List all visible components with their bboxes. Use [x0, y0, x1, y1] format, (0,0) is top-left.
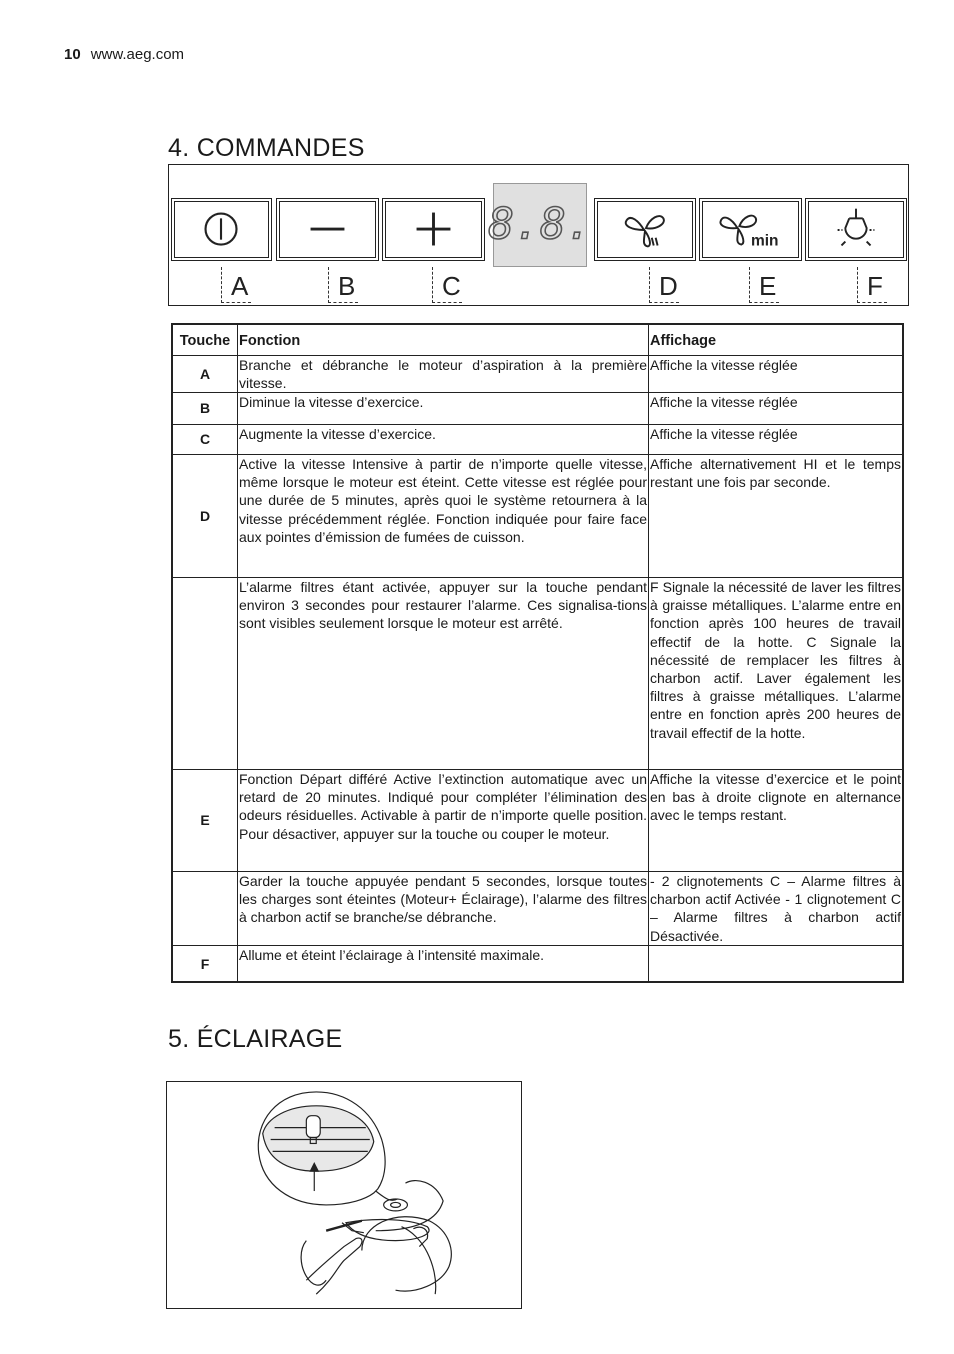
key-a-power: [171, 198, 272, 261]
key-b-minus: [276, 198, 379, 261]
lighting-illustration: [166, 1081, 522, 1309]
control-panel-diagram: [168, 164, 909, 306]
table-row: A Branche et débranche le moteur d’aspiration à la première vitesse. Affiche la vitesse réglée: [172, 355, 903, 392]
label-c: C: [432, 267, 462, 303]
table-row: B Diminue la vitesse d’exercice. Affiche la vitesse réglée: [172, 392, 903, 424]
key-e-fan-min: [699, 198, 802, 261]
display-digits: 8.8.: [488, 199, 592, 250]
light-bulb-icon: [806, 199, 906, 260]
table-row: Garder la touche appuyée pendant 5 secondes, lorsque toutes les charges sont éteintes (Moteur+ Éclairage), l’alarme des filtres à charbon actif se branche/se débranche. - 2 clignotements C – Alarme filtres à charbon actif Activée - 1 clignotement C – Alarme filtres à charbon actif Désactivée.: [172, 871, 903, 945]
min-label: min: [750, 232, 779, 250]
section-title-commandes: 4. COMMANDES: [168, 134, 365, 162]
section-title-eclairage: 5. ÉCLAIRAGE: [168, 1025, 343, 1053]
fan-intensive-icon: [595, 199, 695, 260]
table-row: F Allume et éteint l’éclairage à l’intensité maximale.: [172, 945, 903, 982]
label-a: A: [221, 267, 251, 303]
key-f-light: [805, 198, 907, 261]
fan-min-icon: [700, 199, 801, 260]
minus-icon: [277, 199, 378, 260]
table-row: C Augmente la vitesse d’exercice. Affiche la vitesse réglée: [172, 424, 903, 454]
page-header: [64, 46, 184, 63]
functions-table: [171, 323, 904, 983]
page-number: 10: [64, 46, 81, 63]
header-fonction: Fonction: [238, 324, 649, 355]
label-f: F: [857, 267, 887, 303]
speed-display: [488, 183, 592, 267]
seven-segment-display: [488, 184, 592, 266]
label-b: B: [328, 267, 358, 303]
label-e: E: [749, 267, 779, 303]
label-d: D: [649, 267, 679, 303]
power-icon: [172, 199, 271, 260]
table-row: E Fonction Départ différé Active l’extinction automatique avec un retard de 20 minutes. Indiqué pour compléter l’élimination des odeurs résiduelles. Activable à partir de n’importe quelle position. Pour désactiver, appuyer sur la touche ou couper le moteur. Affiche la vitesse d’exercice et le point en bas à droite clignote en alternance avec le temps restant.: [172, 769, 903, 871]
site-url: www.aeg.com: [90, 46, 185, 63]
plus-icon: [383, 199, 484, 260]
table-row: L’alarme filtres étant activée, appuyer sur la touche pendant environ 3 secondes pour restaurer l’alarme. Ces signalisa-tions sont visibles seulement lorsque le moteur est arrêté. F Signale la nécessité de laver les filtres à graisse métalliques. L’alarme entre en fonction après 100 heures de travail effectif de la hotte. C Signale la nécessité de remplacer les filtres à charbon actif. Laver également les filtres à graisse métalliques. L’alarme entre en fonction après 200 heures de travail effectif de la hotte.: [172, 577, 903, 769]
header-touche: Touche: [172, 324, 238, 355]
header-affichage: Affichage: [649, 324, 904, 355]
table-row: D Active la vitesse Intensive à partir de n’importe quelle vitesse, même lorsque le moteur est éteint. Cette vitesse est réglée pour une durée de 5 minutes, après quoi le système retournera à la vitesse précédemment réglée. Fonction indiquée pour faire face aux pointes d’émission de fumées de cuisson. Affiche alternativement HI et le temps restant une fois par seconde.: [172, 454, 903, 577]
lamp-replacement-drawing: [167, 1082, 521, 1308]
key-c-plus: [382, 198, 485, 261]
key-d-intensive: [594, 198, 696, 261]
